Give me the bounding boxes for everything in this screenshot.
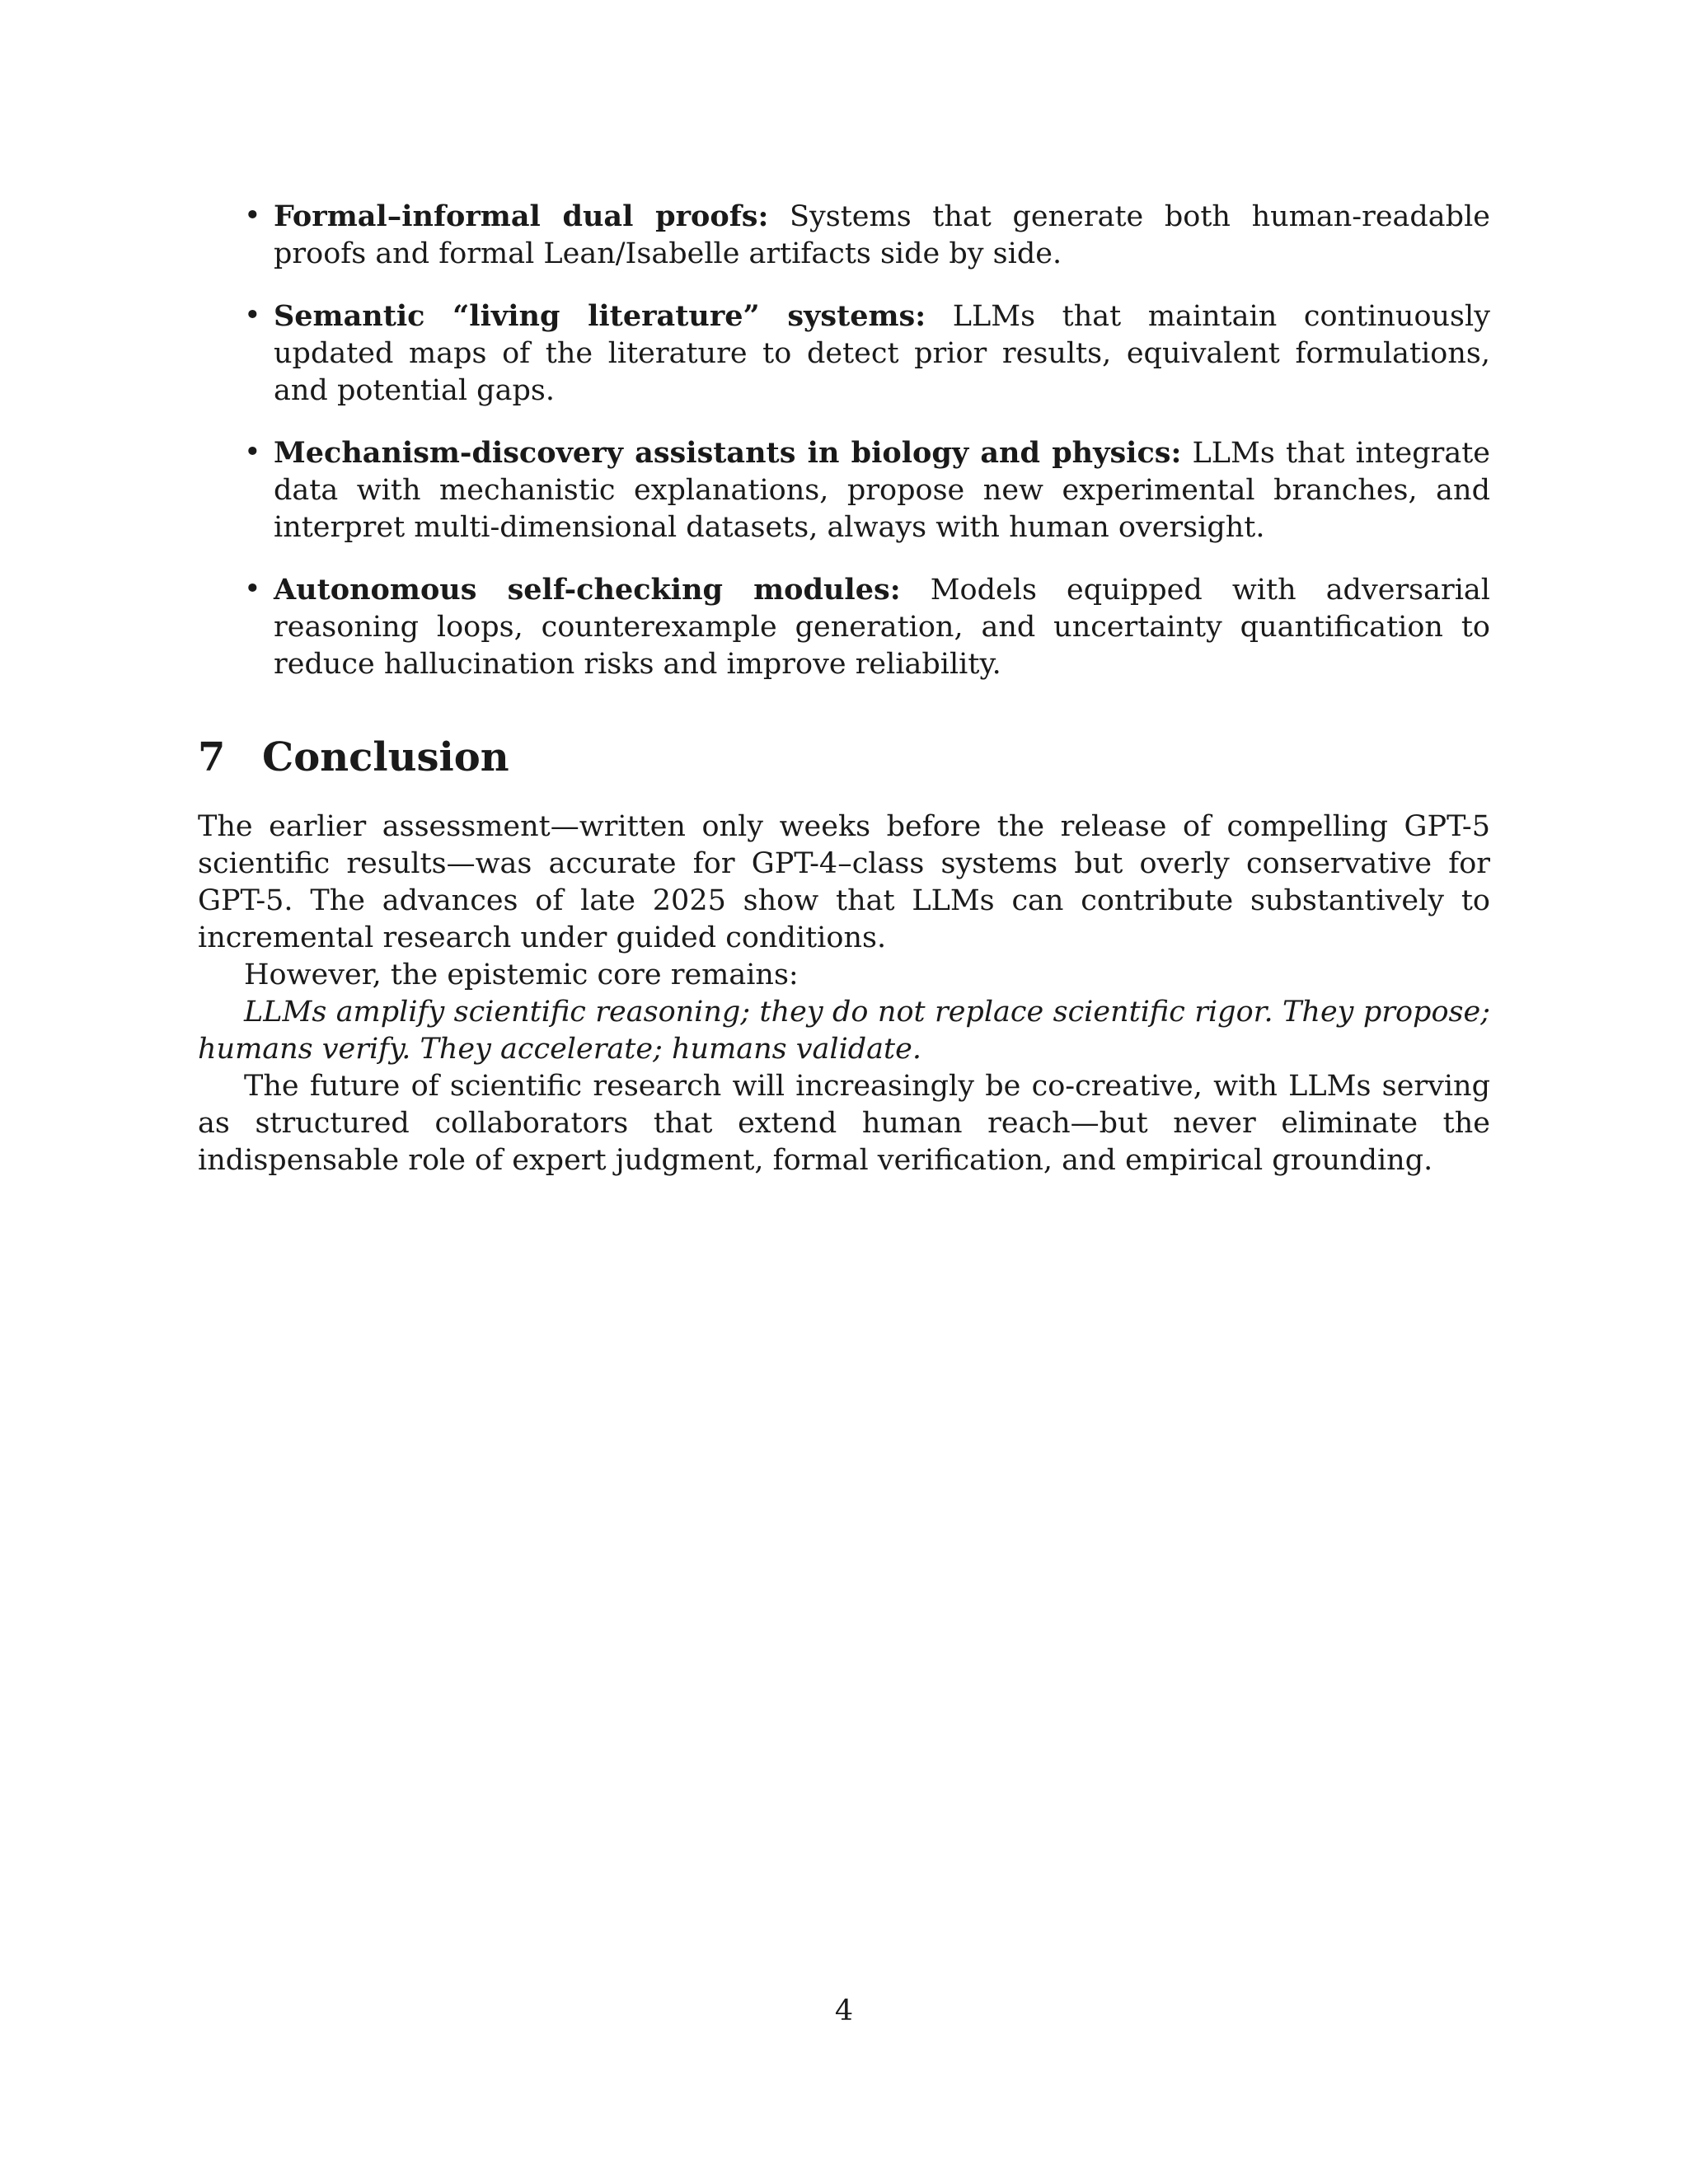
section-title: Conclusion xyxy=(262,734,509,780)
bullet-term: Autonomous self-checking modules: xyxy=(274,573,901,607)
bullet-item xyxy=(198,434,1490,546)
bullet-text: LLMs that integrate data with mechanistic explanations, propose new experimental branches, and interpret multi-dimensional datasets, always with human oversight. xyxy=(274,437,1490,544)
conclusion-emphasis: LLMs amplify scientific reasoning; they do not replace scientific rigor. They propose; humans verify. They accelerate; humans validate. xyxy=(198,996,1490,1066)
bullet-term: Formal–informal dual proofs: xyxy=(274,199,769,233)
bullet-text: Systems that generate both human-readable proofs and formal Lean/Isabelle artifacts side by side. xyxy=(274,200,1490,270)
page-number: 4 xyxy=(834,1994,854,2027)
bullet-item xyxy=(198,298,1490,410)
bullet-item xyxy=(198,571,1490,683)
conclusion-paragraph: However, the epistemic core remains: xyxy=(244,958,799,991)
conclusion-paragraph: The earlier assessment—written only weeks before the release of compelling GPT-5 scientific results—was accurate for GPT-4–class systems but overly conservative for GPT-5. The advances of late 2025 show that LLMs can contribute substantively to incremental research under guided conditions. xyxy=(198,810,1490,954)
bullet-icon: • xyxy=(244,436,261,469)
bullet-icon: • xyxy=(244,199,261,232)
section-heading xyxy=(198,734,1490,780)
bullet-icon: • xyxy=(244,573,261,606)
bullet-text: Models equipped with adversarial reasoning loops, counterexample generation, and uncertainty quantification to reduce hallucination risks and improve reliability. xyxy=(274,574,1490,681)
bullet-item xyxy=(198,198,1490,273)
bullet-term: Mechanism-discovery assistants in biology and physics: xyxy=(274,436,1182,470)
bullet-icon: • xyxy=(244,299,261,332)
section-number: 7 xyxy=(198,734,226,780)
bullet-term: Semantic “living literature” systems: xyxy=(274,299,926,333)
conclusion-paragraph: The future of scientific research will increasingly be co-creative, with LLMs serving as structured collaborators that extend human reach—but never eliminate the indispensable role of expert judgment, formal verification, and empirical grounding. xyxy=(198,1070,1490,1177)
bullet-list xyxy=(198,198,1490,683)
bullet-text: LLMs that maintain continuously updated maps of the literature to detect prior results, equivalent formulations, and potential gaps. xyxy=(274,300,1490,407)
page-content xyxy=(198,198,1490,1179)
